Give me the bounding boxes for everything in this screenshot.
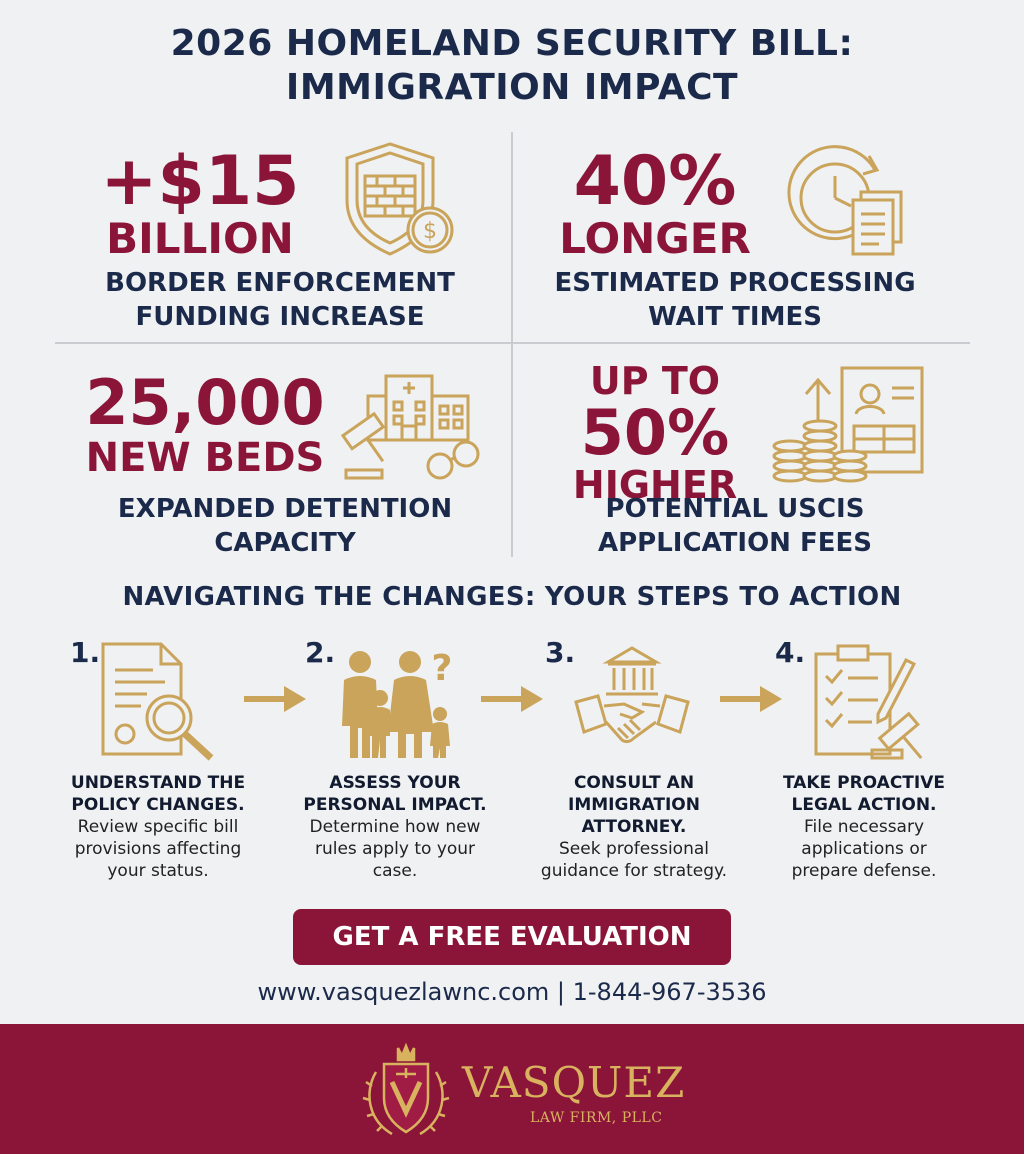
step-1-heading-line-2: POLICY CHANGES. — [71, 795, 245, 815]
step-3-number: 3. — [545, 636, 576, 669]
stat-fees-label-line-2: APPLICATION FEES — [598, 528, 872, 558]
stat-fees-value — [555, 359, 755, 507]
step-3-heading-line-2: IMMIGRATION — [568, 795, 700, 815]
step-4-description-line-3: prepare defense. — [791, 861, 937, 881]
courthouse-handshake-icon — [572, 640, 692, 762]
stat-detention-label-line-2: CAPACITY — [214, 528, 356, 558]
step-1-text — [58, 772, 258, 882]
arrow-step-1-to-2 — [244, 684, 306, 714]
step-1-heading-line-1: UNDERSTAND THE — [70, 773, 246, 793]
step-4-number: 4. — [775, 636, 806, 669]
stat-detention-unit: NEW BEDS — [85, 435, 325, 481]
stat-processing-amount: 40% — [573, 142, 737, 221]
footer-banner — [0, 1024, 1024, 1154]
checklist-gavel-icon — [808, 640, 938, 762]
stat-detention-label-line-1: EXPANDED DETENTION — [117, 494, 453, 524]
svg-text:?: ? — [431, 648, 453, 689]
clock-documents-icon — [785, 140, 915, 260]
logo-firm-name: VASQUEZ — [462, 1058, 686, 1107]
step-2-number: 2. — [305, 636, 336, 669]
stat-fees-unit: HIGHER — [572, 463, 738, 507]
step-1-heading — [58, 772, 258, 816]
step-1-description — [58, 816, 258, 882]
svg-text:$: $ — [423, 219, 437, 244]
step-2-heading-line-2: PERSONAL IMPACT. — [303, 795, 487, 815]
step-1-description-line-3: your status. — [107, 861, 209, 881]
stat-processing-unit: LONGER — [559, 214, 751, 263]
step-4-heading — [764, 772, 964, 816]
step-1-description-line-1: Review specific bill — [77, 817, 239, 837]
title-line-1: 2026 HOMELAND SECURITY BILL: — [170, 23, 854, 64]
vertical-divider — [511, 132, 513, 557]
step-4-description — [764, 816, 964, 882]
step-4-heading-line-1: TAKE PROACTIVE — [782, 773, 945, 793]
stat-funding-label-line-1: BORDER ENFORCEMENT — [105, 268, 455, 298]
step-3-heading-line-1: CONSULT AN — [573, 773, 695, 793]
step-2-description — [295, 816, 495, 882]
step-2-description-line-2: rules apply to your — [314, 839, 476, 859]
step-3-description — [534, 838, 734, 882]
step-4-description-line-1: File necessary — [803, 817, 925, 837]
stat-detention-label — [60, 492, 510, 560]
step-2-description-line-1: Determine how new — [309, 817, 481, 837]
step-3-text — [534, 772, 734, 882]
stat-detention-value — [75, 366, 335, 481]
step-4-description-line-2: applications or — [801, 839, 927, 859]
steps-title: NAVIGATING THE CHANGES: YOUR STEPS TO ACTION — [122, 582, 902, 612]
stat-fees-prefix: UP TO — [589, 359, 721, 403]
contact-info[interactable]: www.vasquezlawnc.com | 1-844-967-3536 — [257, 978, 767, 1006]
stat-processing-value — [545, 142, 765, 263]
horizontal-divider — [55, 342, 970, 344]
arrow-step-2-to-3 — [481, 684, 543, 714]
step-2-text — [295, 772, 495, 882]
step-2-heading — [295, 772, 495, 816]
coins-application-icon — [770, 362, 930, 486]
stat-fees-label — [530, 492, 940, 560]
step-3-heading — [534, 772, 734, 838]
title-line-2: IMMIGRATION IMPACT — [285, 67, 739, 108]
stat-fees-label-line-1: POTENTIAL USCIS — [605, 494, 865, 524]
arrow-step-3-to-4 — [720, 684, 782, 714]
stat-funding-label-line-2: FUNDING INCREASE — [135, 302, 425, 332]
stat-processing-label-line-2: WAIT TIMES — [648, 302, 822, 332]
stat-detention-amount: 25,000 — [85, 366, 325, 439]
step-2-heading-line-1: ASSESS YOUR — [329, 773, 461, 793]
step-3-heading-line-3: ATTORNEY. — [581, 817, 687, 837]
family-question-icon — [330, 640, 460, 762]
stat-processing-label-line-1: ESTIMATED PROCESSING — [554, 268, 916, 298]
detention-building-gavel-icon — [338, 362, 498, 486]
stat-funding-label — [60, 266, 500, 334]
step-2-description-line-3: case. — [372, 861, 418, 881]
stat-funding-unit: BILLION — [106, 214, 294, 263]
step-1-number: 1. — [70, 636, 101, 669]
stat-processing-label — [520, 266, 950, 334]
logo-firm-subtitle: LAW FIRM, PLLC — [530, 1110, 663, 1126]
stat-funding-value — [100, 142, 300, 263]
shield-wall-dollar-icon — [335, 140, 465, 260]
step-1-description-line-2: provisions affecting — [74, 839, 242, 859]
stat-funding-amount: +$15 — [100, 142, 300, 221]
page-title — [0, 22, 1024, 110]
free-evaluation-button[interactable]: GET A FREE EVALUATION — [293, 909, 731, 965]
step-3-description-line-1: Seek professional — [559, 839, 709, 859]
step-3-description-line-2: guidance for strategy. — [540, 861, 728, 881]
step-4-text — [764, 772, 964, 882]
document-magnifier-icon — [95, 640, 220, 762]
step-4-heading-line-2: LEGAL ACTION. — [791, 795, 937, 815]
stat-fees-amount: 50% — [580, 396, 730, 469]
law-firm-crest-icon — [356, 1042, 456, 1142]
